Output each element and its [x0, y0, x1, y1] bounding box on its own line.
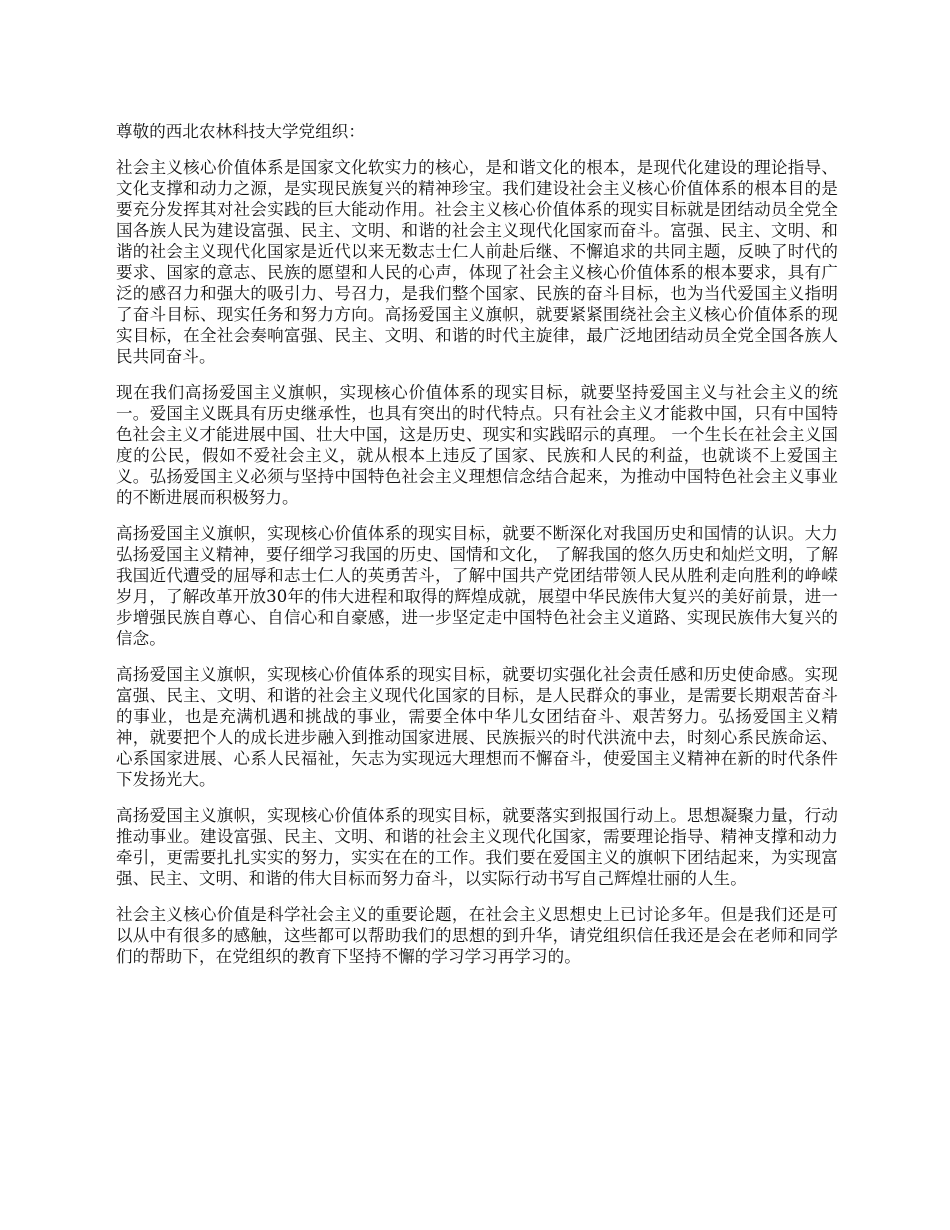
letter-body [116, 121, 838, 982]
salutation: 尊敬的西北农林科技大学党组织： [116, 122, 365, 141]
paragraph-core-values: 社会主义核心价值体系是国家文化软实力的核心，是和谐文化的根本，是现代化建设的理论指导、文化支撑和动力之源，是实现民族复兴的精神珍宝。我们建设社会主义核心价值体系的根本目的是要充分发挥其对社会实践的巨大能动作用。社会主义核心价值体系的现实目标就是团结动员全党全国各族人民为建设富强、民主、文明、和谐的社会主义现代化国家而奋斗。富强、民主、文明、和谐的社会主义现代化国家是近代以来无数志士仁人前赴后继、不懈追求的共同主题，反映了时代的要求、国家的意志、民族的愿望和人民的心声，体现了社会主义核心价值体系的根本要求，具有广泛的感召力和强大的吸引力、号召力，是我们整个国家、民族的奋斗目标，也为当代爱国主义指明了奋斗目标、现实任务和努力方向。高扬爱国主义旗帜，就要紧紧围绕社会主义核心价值体系的现实目标，在全社会奏响富强、民主、文明、和谐的时代主旋律，最广泛地团结动员全党全国各族人民共同奋斗。 [116, 158, 838, 366]
paragraph-responsibility-mission: 高扬爱国主义旗帜，实现核心价值体系的现实目标，就要切实强化社会责任感和历史使命感。实现富强、民主、文明、和谐的社会主义现代化国家的目标，是人民群众的事业，是需要长期艰苦奋斗的事业，也是充满机遇和挑战的事业，需要全体中华儿女团结奋斗、艰苦努力。弘扬爱国主义精神，就要把个人的成长进步融入到推动国家进展、民族振兴的时代洪流中去，时刻心系民族命运、心系国家进展、心系人民福祉，矢志为实现远大理想而不懈奋斗，使爱国主义精神在新的时代条件下发扬光大。 [116, 665, 838, 789]
paragraph-conclusion: 社会主义核心价值是科学社会主义的重要论题，在社会主义思想史上已讨论多年。但是我们还是可以从中有很多的感触，这些都可以帮助我们的思想的到升华，请党组织信任我还是会在老师和同学们的帮助下，在党组织的教育下坚持不懈的学习学习再学习的。 [116, 905, 838, 966]
paragraph-history-national-conditions: 高扬爱国主义旗帜，实现核心价值体系的现实目标，就要不断深化对我国历史和国情的认识。大力弘扬爱国主义精神，要仔细学习我国的历史、国情和文化， 了解我国的悠久历史和灿烂文明，了解我国近代遭受的屈辱和志士仁人的英勇苦斗，了解中国共产党团结带领人民从胜利走向胜利的峥嵘岁月，了解改革开放30年的伟大进程和取得的辉煌成就，展望中华民族伟大复兴的美好前景，进一步增强民族自尊心、自信心和自豪感，进一步坚定走中国特色社会主义道路、实现民族伟大复兴的信念。 [116, 524, 838, 648]
paragraph-patriotism-socialism: 现在我们高扬爱国主义旗帜，实现核心价值体系的现实目标，就要坚持爱国主义与社会主义的统一。爱国主义既具有历史继承性，也具有突出的时代特点。只有社会主义才能救中国，只有中国特色社会主义才能进展中国、壮大中国，这是历史、现实和实践昭示的真理。 一个生长在社会主义国度的公民，假如不爱社会主义，就从根本上违反了国家、民族和人民的利益，也就谈不上爱国主义。弘扬爱国主义必须与坚持中国特色社会主义理想信念结合起来，为推动中国特色社会主义事业的不断进展而积极努力。 [116, 383, 838, 507]
paragraph-action: 高扬爱国主义旗帜，实现核心价值体系的现实目标，就要落实到报国行动上。思想凝聚力量，行动推动事业。建设富强、民主、文明、和谐的社会主义现代化国家，需要理论指导、精神支撑和动力牵引，更需要扎扎实实的努力，实实在在的工作。我们要在爱国主义的旗帜下团结起来，为实现富强、民主、文明、和谐的伟大目标而努力奋斗，以实际行动书写自己辉煌壮丽的人生。 [116, 806, 838, 888]
